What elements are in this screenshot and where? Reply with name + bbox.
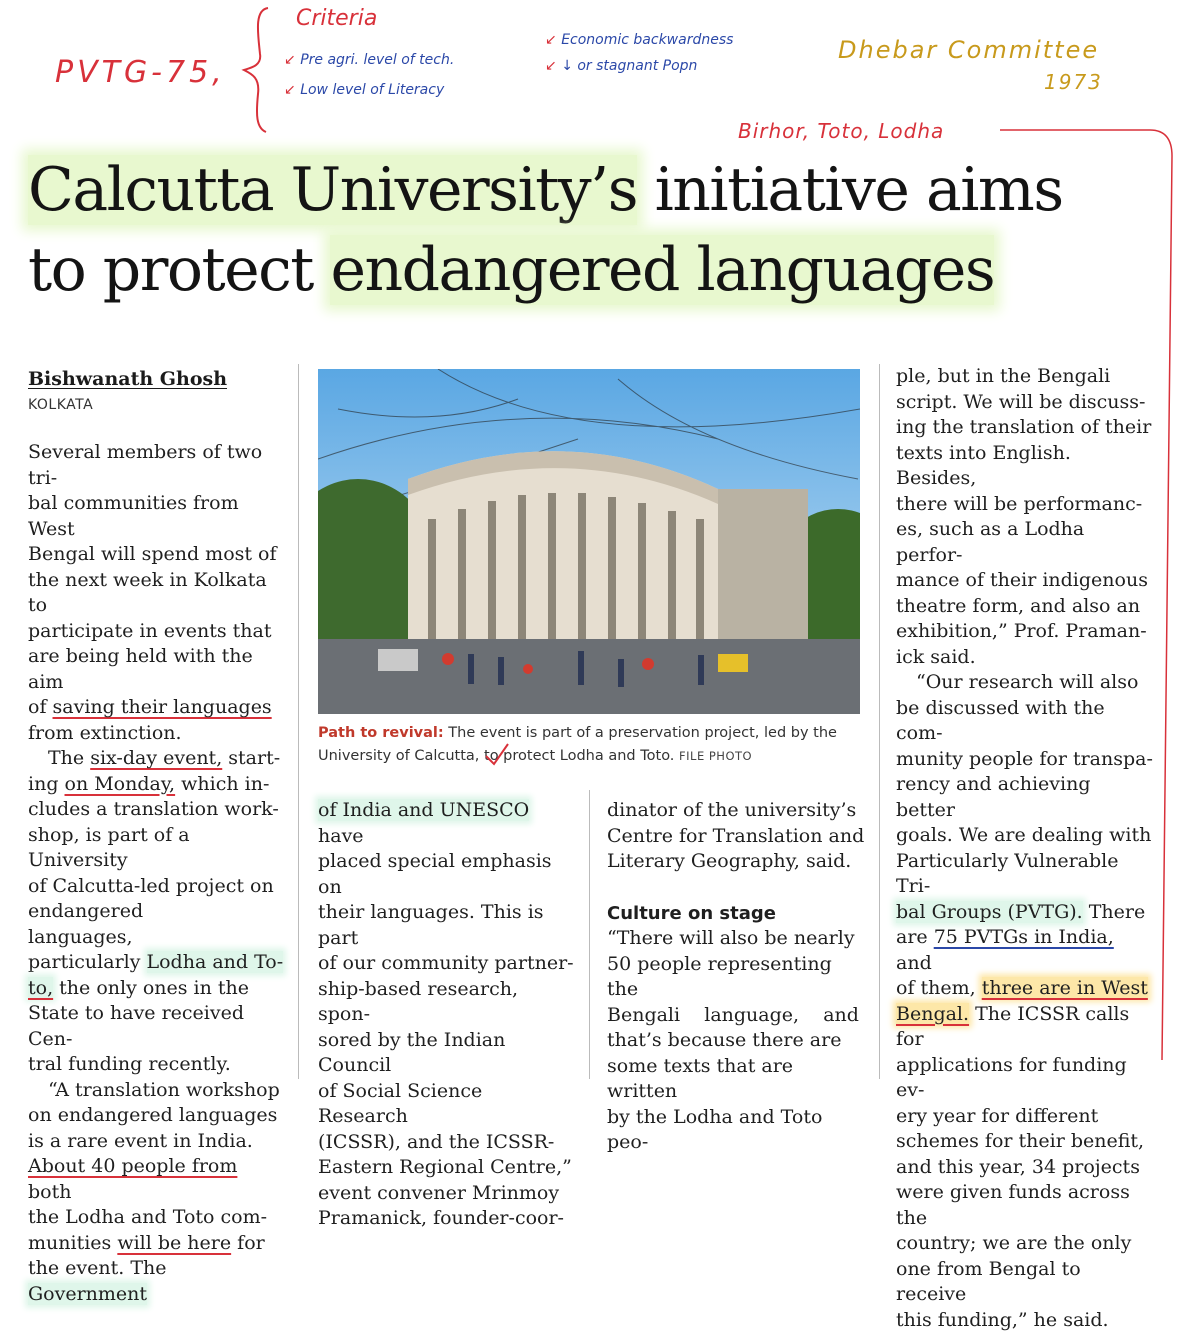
caption-lead: Path to revival: (318, 725, 444, 741)
column-4 (896, 364, 1154, 1333)
para-3b: on endangered languages is a rare event in India. About 40 people from both the Lodha and Toto com- munities will be here for the event. The Government (28, 1103, 284, 1307)
subhead-culture: Culture on stage (607, 901, 865, 927)
column-3 (607, 798, 865, 1156)
para-6: “There will also be nearly 50 people representing the Bengali language, and that’s because there are some texts that are written by the Lodha and Toto peo- (607, 926, 865, 1156)
dateline: KOLKATA (28, 397, 93, 413)
photo-caption (318, 722, 863, 768)
headline-line-1: Calcutta University’s initiative aims (28, 150, 1178, 230)
column-rule-3 (879, 364, 880, 1079)
tribes-note: Birhor, Toto, Lodha (738, 119, 944, 143)
para-2b: ing on Monday, which in- cludes a translation work- shop, is part of a University of Calcutta-led project on endangered languages, particularly Lodha and To- to, the only ones in the State to have received Cen- tral funding recently. (28, 772, 284, 1078)
criteria-item-2: ↙ Low level of Literacy (284, 82, 444, 98)
para-7: ple, but in the Bengali script. We will be discuss- ing the translation of their texts into English. Besides, there will be performanc- es, such as a Lodha perfor- mance of their indigenous theatre form, and also an exhibition,” Prof. Praman- ick said. (896, 364, 1154, 670)
photo-illustration (318, 369, 860, 714)
para-8b: be discussed with the com- munity people for transpa- rency and achieving better goals. We are dealing with Particularly Vulnerable Tri- bal Groups (PVTG). There are 75 PVTGs in India, and of them, three are in West Bengal. The ICSSR calls for applications for funding ev- ery year for different schemes for their benefit, and this year, 34 projects were given funds across the country; we are the only one from Bengal to receive this funding,” he said. (896, 696, 1154, 1333)
column-rule-1 (298, 364, 299, 1079)
criteria-item-4: ↙ ↓ or stagnant Popn (545, 58, 697, 74)
tick-mark (482, 738, 512, 768)
para-2: The six-day event, start- (28, 746, 284, 772)
criteria-item-3: ↙ Economic backwardness (545, 32, 733, 48)
column-2 (318, 798, 576, 1232)
para-5: dinator of the university’s Centre for Translation and Literary Geography, said. (607, 798, 865, 875)
headline-line-2: to protect endangered languages (28, 230, 1178, 310)
column-rule-2 (589, 790, 590, 1079)
para-4: of India and UNESCO have placed special emphasis on their languages. This is part of our community partner- ship-based research, spon- sored by the Indian Council of Social Science Research (ICSSR), and the ICSSR- Eastern Regional Centre,” event convener Mrinmoy Pramanick, founder-coor- (318, 798, 576, 1232)
criteria-item-1: ↙ Pre agri. level of tech. (284, 52, 454, 68)
pvtg-note: PVTG-75, (55, 55, 226, 90)
committee-note: Dhebar Committee (838, 36, 1099, 64)
para-8: “Our research will also (896, 670, 1154, 696)
building-photo (318, 369, 860, 714)
criteria-brace (238, 4, 278, 134)
para-1: Several members of two tri- bal communities from West Bengal will spend most of the next week in Kolkata to participate in events that are being held with the aim of saving their languages from extinction. (28, 440, 284, 746)
criteria-title: Criteria (296, 6, 377, 31)
para-3: “A translation workshop (28, 1078, 284, 1104)
caption-text: The event is part of a preservation project, led by the University of Calcutta, to protect Lodha and Toto. (318, 725, 837, 764)
committee-year: 1973 (1044, 70, 1103, 94)
caption-credit: FILE PHOTO (679, 749, 752, 763)
byline: Bishwanath Ghosh (28, 368, 227, 390)
column-1 (28, 440, 284, 1307)
